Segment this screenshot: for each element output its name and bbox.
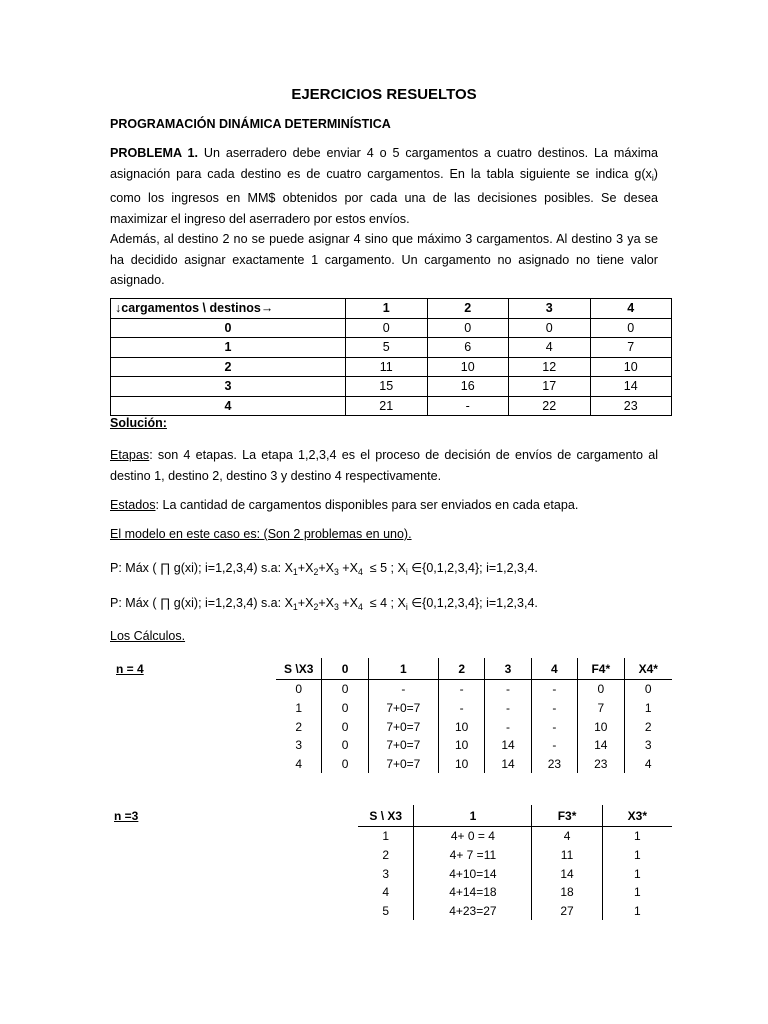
table-cell: 3	[276, 736, 322, 755]
stage-table-header	[276, 658, 672, 680]
table-cell: -	[485, 717, 531, 736]
row-label: 0	[111, 318, 346, 338]
table-row	[276, 736, 672, 755]
row-label: 4	[111, 396, 346, 416]
table-row	[111, 338, 672, 358]
table-cell: -	[485, 699, 531, 718]
etapas-text: : son 4 etapas. La etapa 1,2,3,4 es el proceso de decisión de envíos de cargamento al destino 1, destino 2, destino 3 y destino 4 respectivamente.	[110, 448, 658, 483]
model-prefix: P: Máx ( ∏ g(xi); i=1,2,3,4) s.a: X	[110, 561, 293, 575]
table-cell: 10	[578, 717, 624, 736]
problem-conditions: Además, al destino 2 no se puede asignar 4 sino que máximo 3 cargamentos. Al destino 3 ya se ha decidido asignar exactamente 1 cargamento. Un cargamento no asignado no tiene valor asignado.	[110, 232, 658, 287]
stage-table-n3	[358, 805, 672, 920]
page-subtitle: PROGRAMACIÓN DINÁMICA DETERMINÍSTICA	[110, 117, 391, 131]
table-cell: 23	[578, 755, 624, 774]
problem-text-a: Un aserradero debe enviar 4 o 5 cargamentos a cuatro destinos. La máxima asignación para cada destino es de cuatro cargamentos. En la tabla siguiente se indica g(x	[110, 146, 659, 181]
table-cell: 21	[346, 396, 428, 416]
table-cell: 7+0=7	[368, 699, 438, 718]
table-row	[358, 902, 672, 921]
table-cell: 15	[346, 377, 428, 397]
table-cell: 0	[644, 682, 652, 697]
table-cell: 14	[590, 377, 672, 397]
table-cell: -	[438, 699, 484, 718]
problem-text-sub: i	[651, 172, 654, 183]
model-line-1: P: Máx ( ∏ g(xi); i=1,2,3,4) s.a: $X_1+X_2+X_3 +X_4 \le 5$ ; $X_i$ ∈{0,1,2,3,4}; i=1,2,3,4.	[110, 561, 538, 577]
table-cell: -	[531, 736, 577, 755]
table-cell: 1	[633, 866, 641, 881]
table-cell: 1	[358, 827, 414, 846]
table-cell: 27	[532, 902, 602, 921]
stage-label-n3: n =3	[114, 809, 139, 823]
table-cell: 5	[346, 338, 428, 358]
table-row	[358, 883, 672, 902]
table-cell: 4+ 7 =11	[414, 846, 532, 865]
table-cell: 7+0=7	[368, 736, 438, 755]
table-row	[111, 396, 672, 416]
table-cell: 4	[358, 883, 414, 902]
table-cell: 16	[427, 377, 509, 397]
table-cell: 7	[578, 699, 624, 718]
table-cell: 0	[509, 318, 591, 338]
table-cell: 17	[509, 377, 591, 397]
model-line-2: P: Máx ( ∏ g(xi); i=1,2,3,4) s.a: $X_1+X_2+X_3 +X_4 \le 4$ ; $X_i$ ∈{0,1,2,3,4}; i=1,2,3,4.	[110, 596, 538, 612]
table-cell: 4	[532, 827, 602, 846]
table-cell: 11	[346, 357, 428, 377]
table-cell: 4	[644, 757, 652, 772]
table-cell: 22	[509, 396, 591, 416]
table-cell: 0	[322, 755, 368, 774]
dest-header: 1	[346, 299, 428, 319]
income-table-header	[111, 299, 672, 319]
table-cell: -	[427, 396, 509, 416]
table-cell: 1	[644, 701, 652, 716]
table-cell: 14	[578, 736, 624, 755]
model-prefix: P: Máx ( ∏ g(xi); i=1,2,3,4) s.a: X	[110, 596, 293, 610]
estados-text: : La cantidad de cargamentos disponibles para ser enviados en cada etapa.	[155, 498, 579, 512]
problem-label: PROBLEMA 1.	[110, 146, 198, 160]
table-cell: 0	[578, 680, 624, 699]
calc-heading-text: Los Cálculos.	[110, 629, 186, 643]
table-cell: 0	[322, 699, 368, 718]
table-cell: 1	[633, 904, 641, 919]
table-cell: 14	[485, 736, 531, 755]
table-cell: 10	[438, 717, 484, 736]
col-header: S \X3	[276, 658, 322, 680]
col-header: X3*	[602, 805, 672, 827]
table-cell: 7+0=7	[368, 717, 438, 736]
table-cell: 4+10=14	[414, 864, 532, 883]
model-heading	[110, 527, 412, 541]
page-title: EJERCICIOS RESUELTOS	[291, 86, 477, 103]
table-cell: 4+23=27	[414, 902, 532, 921]
table-cell: 4+14=18	[414, 883, 532, 902]
table-cell: 3	[358, 864, 414, 883]
table-cell: 7	[590, 338, 672, 358]
table-cell: 7+0=7	[368, 755, 438, 774]
table-cell: 0	[322, 736, 368, 755]
table-row	[358, 864, 672, 883]
estados-label: Estados	[110, 498, 156, 512]
table-row	[358, 827, 672, 846]
table-cell: 1	[633, 848, 641, 863]
table-cell: 5	[358, 902, 414, 921]
row-label: 3	[111, 377, 346, 397]
table-row	[111, 357, 672, 377]
table-cell: 0	[322, 680, 368, 699]
table-cell: 0	[427, 318, 509, 338]
table-cell: -	[438, 680, 484, 699]
col-header: 1	[368, 658, 438, 680]
table-cell: 18	[532, 883, 602, 902]
etapas-label: Etapas	[110, 448, 150, 462]
model-constraint: ≤ 5 ; X	[369, 561, 406, 575]
table-cell: 4	[509, 338, 591, 358]
model-domain: ∈{0,1,2,3,4}; i=1,2,3,4.	[411, 561, 538, 575]
solution-heading-text: Solución:	[110, 416, 167, 430]
table-cell: 1	[633, 829, 641, 844]
table-cell: 1	[276, 699, 322, 718]
problem-text-b: ) como los ingresos en MM$ obtenidos por cada una de las decisiones posibles. Se desea maximizar el ingreso del aserradero por estos envíos.	[110, 166, 658, 226]
table-cell: 10	[590, 357, 672, 377]
table-cell: 10	[427, 357, 509, 377]
calc-heading	[110, 629, 185, 643]
table-cell: -	[531, 680, 577, 699]
model-heading-text: El modelo en este caso es: (Son 2 problemas en uno).	[110, 527, 412, 541]
table-cell: 0	[276, 680, 322, 699]
table-row	[276, 699, 672, 718]
table-cell: 10	[438, 736, 484, 755]
col-header: 3	[485, 658, 531, 680]
col-header: 0	[322, 658, 368, 680]
table-cell: 10	[438, 755, 484, 774]
problem-statement	[110, 143, 658, 229]
table-row	[276, 755, 672, 774]
table-row	[111, 318, 672, 338]
dest-header: 2	[427, 299, 509, 319]
table-cell: 1	[633, 885, 641, 900]
row-label: 2	[111, 357, 346, 377]
table-cell: 6	[427, 338, 509, 358]
table-cell: 12	[509, 357, 591, 377]
table-cell: -	[368, 680, 438, 699]
etapas-paragraph	[110, 445, 658, 486]
table-row	[358, 846, 672, 865]
table-cell: 3	[644, 738, 652, 753]
table-cell: 2	[644, 719, 652, 734]
table-cell: 0	[346, 318, 428, 338]
table-cell: 2	[276, 717, 322, 736]
dest-header: 4	[590, 299, 672, 319]
col-header: X4*	[624, 658, 672, 680]
col-header: 4	[531, 658, 577, 680]
table-cell: 0	[322, 717, 368, 736]
table-cell: 4+ 0 = 4	[414, 827, 532, 846]
table-cell: 14	[532, 864, 602, 883]
table-cell: 23	[531, 755, 577, 774]
income-table	[110, 298, 672, 416]
model-constraint: ≤ 4 ; X	[369, 596, 406, 610]
table-row	[276, 680, 672, 699]
table-cell: 23	[590, 396, 672, 416]
table-cell: 4	[276, 755, 322, 774]
table-cell: 0	[590, 318, 672, 338]
col-header: 1	[414, 805, 532, 827]
income-table-corner: ↓cargamentos \ destinos→	[111, 299, 346, 319]
table-row	[276, 717, 672, 736]
model-domain: ∈{0,1,2,3,4}; i=1,2,3,4.	[411, 596, 538, 610]
col-header: S \ X3	[358, 805, 414, 827]
table-row	[111, 377, 672, 397]
solution-heading	[110, 416, 167, 430]
stage-table-n4	[276, 658, 672, 773]
table-cell: 14	[485, 755, 531, 774]
stage-label-n4: n = 4	[116, 662, 144, 676]
row-label: 1	[111, 338, 346, 358]
table-cell: 2	[358, 846, 414, 865]
table-cell: -	[531, 699, 577, 718]
estados-paragraph	[110, 495, 658, 516]
table-cell: -	[531, 717, 577, 736]
col-header: F4*	[578, 658, 624, 680]
col-header: 2	[438, 658, 484, 680]
table-cell: 11	[532, 846, 602, 865]
stage-table-header	[358, 805, 672, 827]
dest-header: 3	[509, 299, 591, 319]
table-cell: -	[485, 680, 531, 699]
col-header: F3*	[532, 805, 602, 827]
